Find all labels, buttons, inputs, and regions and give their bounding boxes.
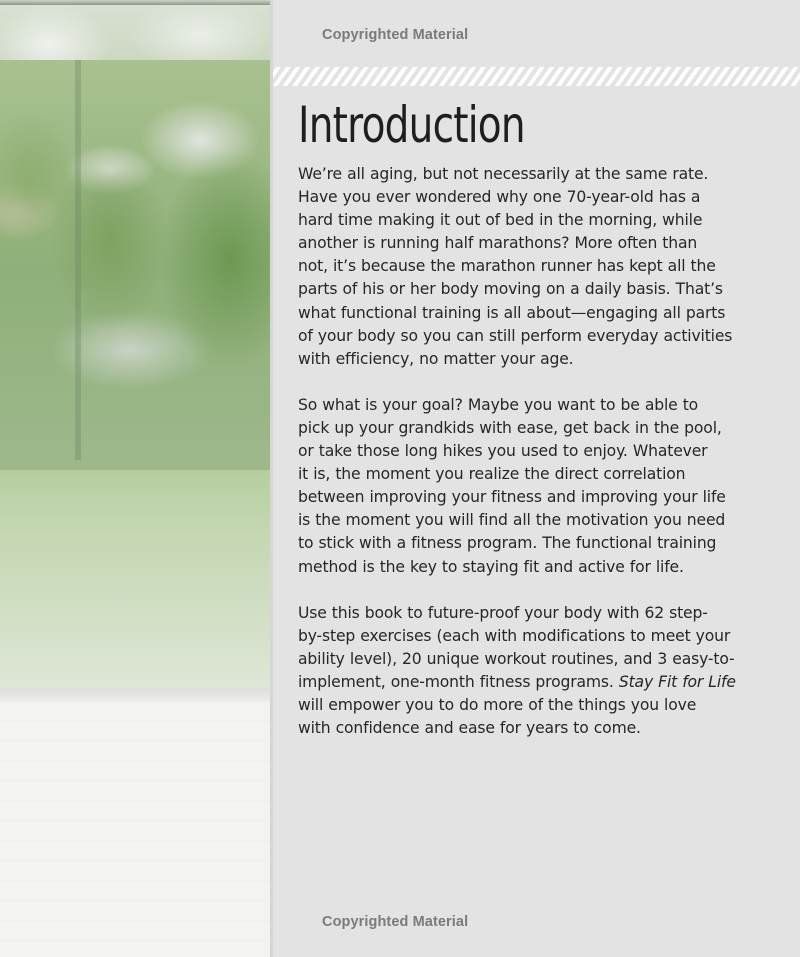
photo-lawn — [0, 470, 272, 690]
page-title: Introduction — [298, 96, 525, 154]
paragraph-3 — [298, 602, 748, 741]
photo-floor — [0, 702, 272, 957]
cover-photo — [0, 0, 272, 957]
body-text — [298, 163, 748, 763]
photo-post — [75, 60, 81, 460]
paragraph-1: We’re all aging, but not necessarily at the same rate. Have you ever wondered why one 70-year-old has a hard time making it out of bed in the morning, while another is running half marathons? More often than not, it’s because the marathon runner has kept all the parts of his or her body moving on a daily basis. That’s what functional training is all about—engaging all parts of your body so you can still perform everyday activities with efficiency, no matter your age. — [298, 165, 733, 368]
paragraph-3-text-after: will empower you to do more of the things you love with confidence and ease for years to come. — [298, 695, 697, 738]
copyright-watermark-top: Copyrighted Material — [322, 27, 469, 43]
photo-trees — [0, 60, 272, 480]
photo-floor-edge — [0, 688, 272, 702]
book-title-italic: Stay Fit for Life — [618, 672, 736, 691]
text-page — [273, 0, 800, 957]
paragraph-2: So what is your goal? Maybe you want to be able to pick up your grandkids with ease, get back in the pool, or take those long hikes you used to enjoy. Whatever it is, the moment you realize the direct correlation between improving your fitness and improving your life is the moment you will find all the motivation you need to stick with a fitness program. The functional training method is the key to staying fit and active for life. — [298, 395, 726, 576]
decorative-stripe-band — [273, 67, 800, 86]
copyright-watermark-bottom: Copyrighted Material — [322, 914, 469, 930]
paragraph-3-text-before: Use this book to future-proof your body with 62 step- by-step exercises (each with modifications to meet your ability level), 20 unique workout routines, and 3 easy-to- implement, one-month fitness programs. — [298, 603, 735, 691]
